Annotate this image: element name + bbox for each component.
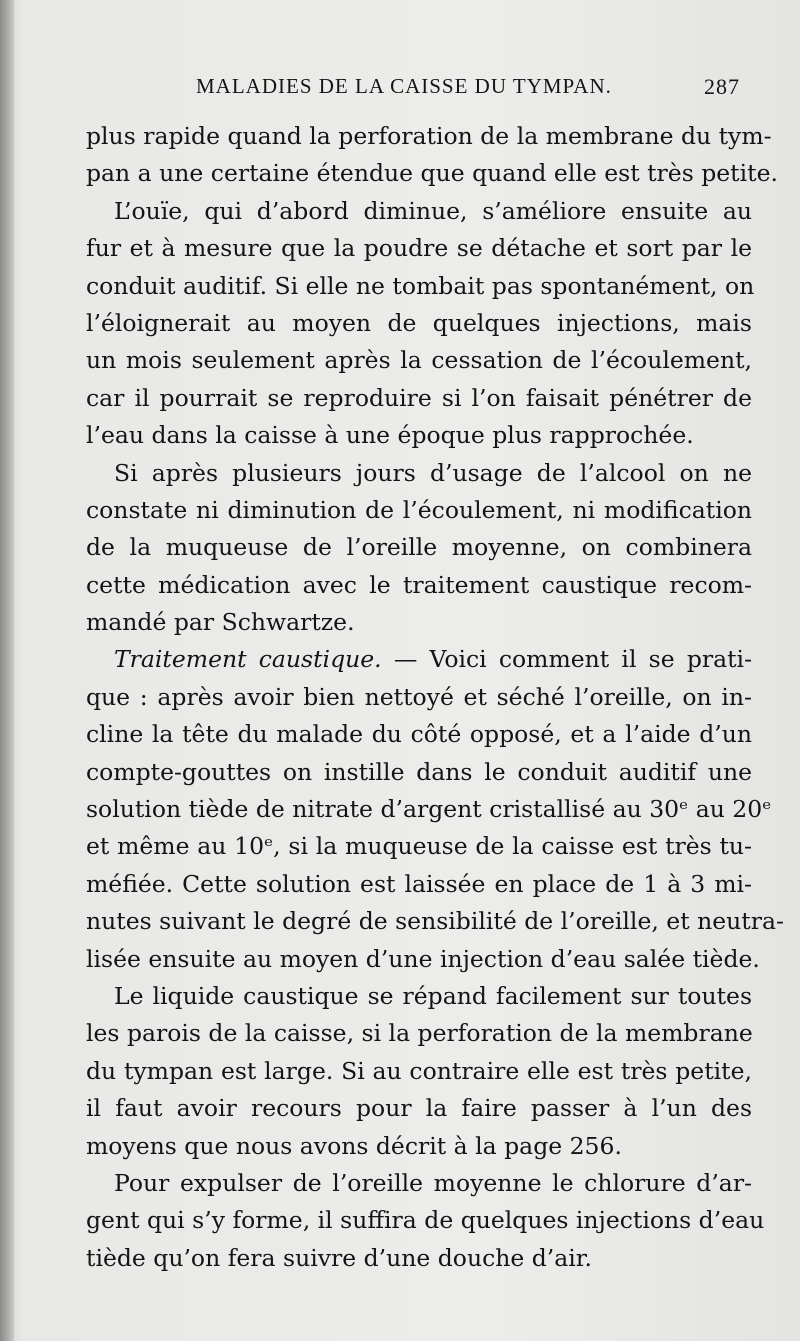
text-line: les parois de la caisse, si la perforation de la membrane bbox=[86, 1019, 753, 1048]
text-line: l’éloignerait au moyen de quelques injections, mais bbox=[86, 308, 752, 337]
text-line: Pour expulser de l’oreille moyenne le chlorure d’ar- bbox=[114, 1168, 752, 1197]
text-line: L’ouïe, qui d’abord diminue, s’améliore ensuite au bbox=[114, 196, 752, 225]
text-line: moyens que nous avons décrit à la page 256. bbox=[86, 1131, 622, 1160]
text-line: il faut avoir recours pour la faire passer à l’un des bbox=[86, 1094, 752, 1123]
text-line: tiède qu’on fera suivre d’une douche d’air. bbox=[86, 1243, 592, 1272]
page-gutter-shadow bbox=[0, 0, 14, 1341]
page-number: 287 bbox=[704, 74, 740, 99]
text-line: cline la tête du malade du côté opposé, et a l’aide d’un bbox=[86, 720, 752, 749]
running-title: MALADIES DE LA CAISSE DU TYMPAN. bbox=[196, 74, 612, 98]
text-line: méfiée. Cette solution est laissée en place de 1 à 3 mi- bbox=[86, 869, 752, 898]
text-line: de la muqueuse de l’oreille moyenne, on combinera bbox=[86, 533, 752, 562]
text-line: car il pourrait se reproduire si l’on faisait pénétrer de bbox=[86, 383, 752, 412]
text-line: constate ni diminution de l’écoulement, ni modification bbox=[86, 495, 752, 524]
page-header bbox=[196, 74, 756, 104]
page-body bbox=[86, 118, 784, 1277]
text-line: l’eau dans la caisse à une époque plus rapprochée. bbox=[86, 421, 694, 450]
text-line: Le liquide caustique se répand facilement sur toutes bbox=[114, 981, 752, 1010]
text-line: un mois seulement après la cessation de l’écoulement, bbox=[86, 346, 752, 375]
text-line: mandé par Schwartze. bbox=[86, 608, 355, 637]
text-line: fur et à mesure que la poudre se détache et sort par le bbox=[86, 234, 752, 263]
text-line: gent qui s’y forme, il suffira de quelques injections d’eau bbox=[86, 1206, 765, 1235]
text-line: plus rapide quand la perforation de la membrane du tym- bbox=[86, 122, 772, 150]
text-line: et même au 10ᵉ, si la muqueuse de la caisse est très tu- bbox=[86, 832, 752, 861]
text-line: lisée ensuite au moyen d’une injection d’eau salée tiède. bbox=[86, 944, 760, 973]
text-run: — Voici comment il se prati- bbox=[381, 645, 753, 674]
text-line: conduit auditif. Si elle ne tombait pas spontanément, on bbox=[86, 271, 755, 300]
text-line: solution tiède de nitrate d’argent cristallisé au 30ᵉ au 20ᵉ bbox=[86, 795, 772, 824]
text-line: nutes suivant le degré de sensibilité de l’oreille, et neutra- bbox=[86, 907, 784, 936]
text-line: compte-gouttes on instille dans le conduit auditif une bbox=[86, 757, 752, 786]
section-heading-italic: Traitement caustique. bbox=[114, 645, 382, 674]
text-line: que : après avoir bien nettoyé et séché l’oreille, on in- bbox=[86, 682, 752, 711]
text-line: cette médication avec le traitement caustique recom- bbox=[86, 570, 752, 599]
text-line: pan a une certaine étendue que quand elle est très petite. bbox=[86, 159, 778, 188]
text-line bbox=[86, 641, 752, 678]
text-line: Si après plusieurs jours d’usage de l’alcool on ne bbox=[114, 458, 752, 487]
text-line: du tympan est large. Si au contraire elle est très petite, bbox=[86, 1056, 752, 1085]
